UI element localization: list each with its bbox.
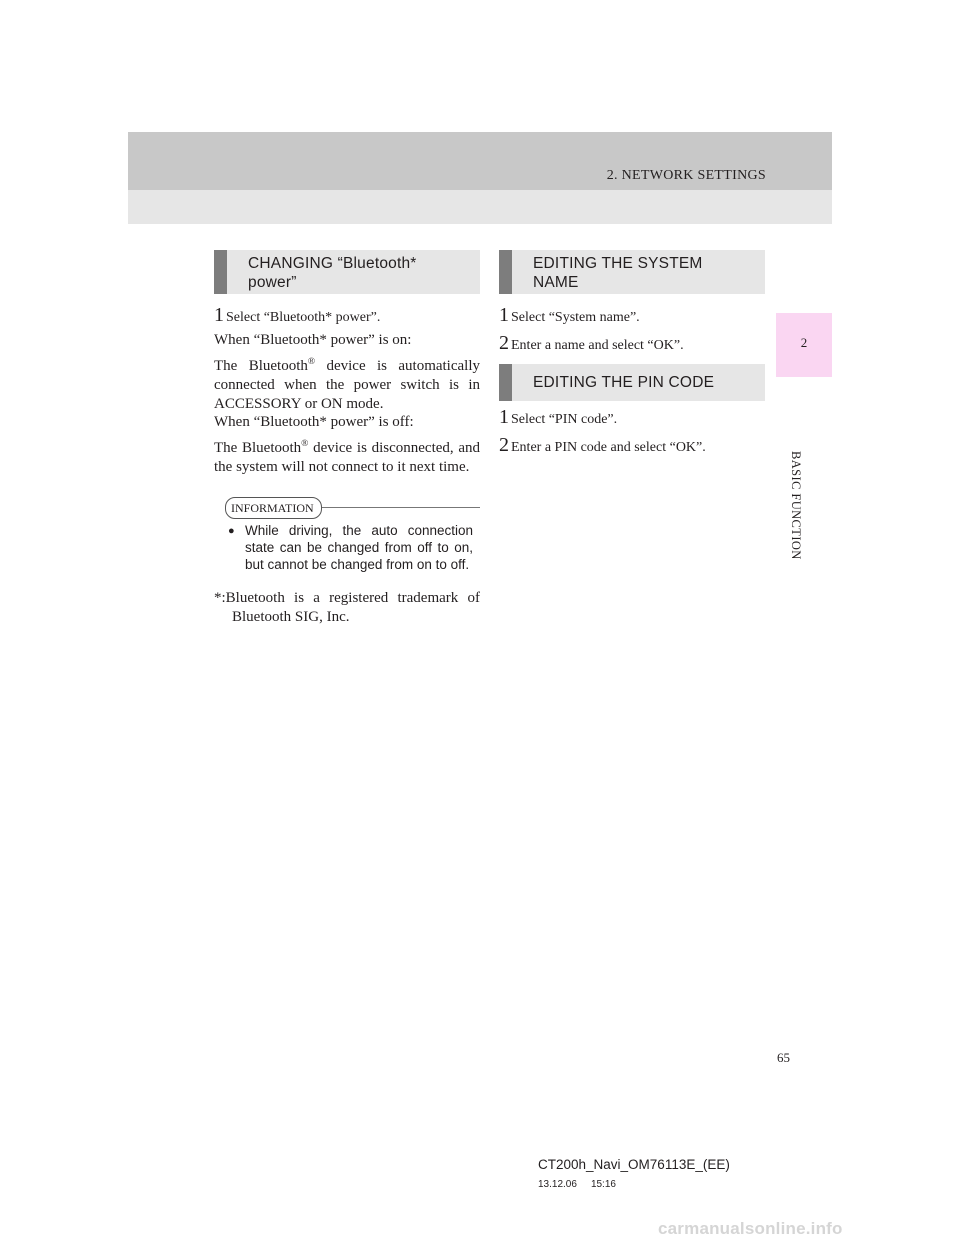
on-body: The Bluetooth® device is automatically connected when the power switch is in ACCESSORY or ON mode. <box>214 357 480 412</box>
trademark-note: *:Bluetooth is a registered trademark of Bluetooth SIG, Inc. <box>214 590 480 625</box>
step-1-pin-code: 1 Select “PIN code”. <box>499 406 618 428</box>
step-2-pin-code: 2 Enter a PIN code and select “OK”. <box>499 434 706 456</box>
bullet-icon: ● <box>228 525 235 537</box>
section-title: 2. NETWORK SETTINGS <box>606 168 766 183</box>
step-1-left: 1 Select “Bluetooth* power”. <box>214 304 381 326</box>
step-2-system-name: 2 Enter a name and select “OK”. <box>499 332 684 354</box>
heading-bar <box>214 250 227 294</box>
watermark[interactable]: carmanualsonline.info <box>658 1219 843 1238</box>
off-body: The Bluetooth® device is disconnected, and the system will not connect to it next time. <box>214 439 480 475</box>
heading-text: EDITING THE SYSTEM NAME <box>533 255 703 291</box>
heading-bar <box>499 364 512 401</box>
print-timestamp: 13.12.06 15:16 <box>538 1179 616 1190</box>
off-title: When “Bluetooth* power” is off: <box>214 414 414 430</box>
on-title: When “Bluetooth* power” is on: <box>214 332 412 348</box>
heading-text: CHANGING “Bluetooth* power” <box>248 255 417 291</box>
document-id: CT200h_Navi_OM76113E_(EE) <box>538 1157 730 1172</box>
chapter-number: 2 <box>800 335 808 350</box>
heading-changing-bluetooth-power <box>214 250 480 294</box>
step-1-system-name: 1 Select “System name”. <box>499 304 640 326</box>
information-item: ● While driving, the auto connection state can be changed from off to on, but cannot be changed from on to off. <box>228 523 473 572</box>
page-number: 65 <box>777 1050 790 1065</box>
heading-editing-pin-code <box>499 364 765 401</box>
heading-text: EDITING THE PIN CODE <box>533 374 715 391</box>
header-subband <box>128 190 832 224</box>
information-label: INFORMATION <box>225 497 322 519</box>
chapter-label: BASIC FUNCTION <box>789 451 803 560</box>
heading-editing-system-name <box>499 250 765 294</box>
heading-bar <box>499 250 512 294</box>
